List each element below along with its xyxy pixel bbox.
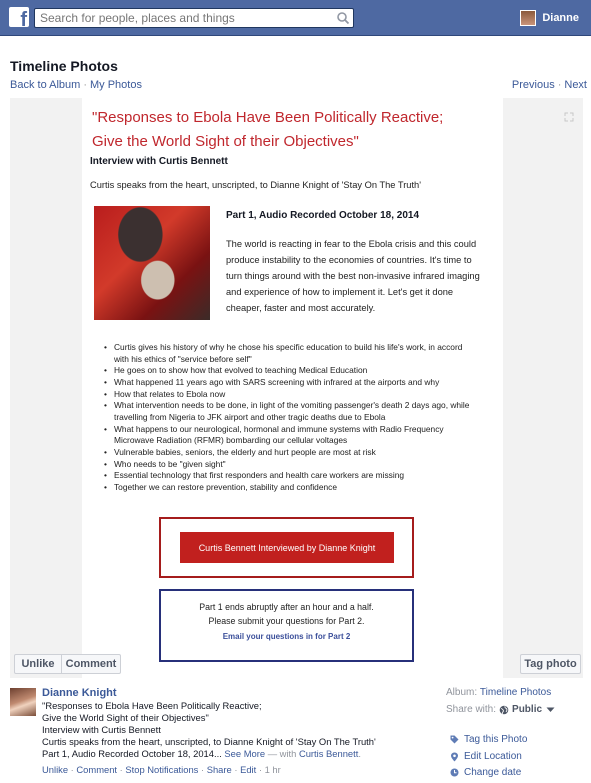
edit-location-link[interactable] (450, 751, 522, 762)
headline-line-2: Give the World Sight of their Objectives" (92, 133, 359, 150)
caption-line: "Responses to Ebola Have Been Politically Reactive; (42, 700, 262, 711)
caption-line: Curtis speaks from the heart, unscripted, to Dianne Knight of 'Stay On The Truth' (42, 736, 376, 747)
album-label: Album: (446, 687, 478, 698)
post-unlike-link[interactable]: Unlike (42, 764, 69, 775)
interview-banner: Curtis Bennett Interviewed by Dianne Knight (180, 532, 394, 563)
bullet-item: • Together we can restore prevention, stability and confidence (104, 482, 474, 494)
search-icon[interactable] (336, 11, 350, 25)
photo-bullet-list (104, 342, 474, 494)
tag-this-photo-label: Tag this Photo (464, 734, 528, 745)
caption-line: Interview with Curtis Bennett (42, 724, 161, 735)
separator: · (256, 764, 265, 775)
my-photos-link[interactable]: My Photos (90, 79, 142, 91)
author-avatar[interactable] (10, 688, 36, 716)
caption-line: Give the World Sight of their Objectives" (42, 712, 209, 723)
share-link[interactable]: Share (206, 764, 232, 775)
share-with-row (446, 704, 555, 715)
privacy-value: Public (512, 704, 543, 715)
caption-end: . (358, 748, 361, 759)
privacy-selector[interactable] (499, 704, 555, 715)
bullet-item: • He goes on to show how that evolved to teaching Medical Education (104, 365, 474, 377)
bullet-item: • What happens to our neurological, hormonal and immune systems with Radio Frequency Microwave Radiation (RFMR) bombarding our cellular voltages (104, 424, 474, 447)
with-text: — with (267, 748, 297, 759)
bullet-item: • Essential technology that first responders and health care workers are missing (104, 470, 474, 482)
separator: · (117, 764, 126, 775)
photo-portrait-image (94, 206, 210, 320)
change-date-label: Change date (464, 767, 522, 778)
post-timestamp[interactable]: 1 hr (264, 764, 281, 775)
caption-line-last (42, 748, 432, 760)
bullet-item: • Who needs to be "given sight" (104, 459, 474, 471)
blue-box-line-1: Part 1 ends abruptly after an hour and a half. (199, 602, 374, 612)
separator: · (557, 79, 562, 91)
tag-icon (450, 735, 459, 744)
user-profile-link[interactable] (520, 9, 579, 27)
comment-button[interactable]: Comment (61, 654, 121, 674)
author-name[interactable]: Dianne Knight (42, 687, 117, 699)
album-row (446, 687, 551, 698)
chevron-down-icon (546, 707, 555, 713)
photo-headline (92, 106, 492, 154)
photo-interview-title: Interview with Curtis Bennett (90, 156, 228, 167)
post-actions (42, 764, 281, 775)
edit-location-label: Edit Location (464, 751, 522, 762)
facebook-logo-icon[interactable]: f (9, 7, 29, 27)
photo-speaks-line: Curtis speaks from the heart, unscripted, to Dianne Knight of 'Stay On The Truth' (90, 180, 422, 190)
bullet-item: • What happened 11 years ago with SARS screening with infrared at the airports and why (104, 377, 474, 389)
tagged-person-link[interactable]: Curtis Bennett (298, 748, 359, 759)
tag-this-photo-link[interactable] (450, 734, 527, 745)
separator: · (198, 764, 207, 775)
share-with-label: Share with: (446, 704, 497, 715)
separator: · (231, 764, 241, 775)
page-title: Timeline Photos (10, 58, 118, 74)
top-bar (0, 0, 591, 36)
user-name: Dianne (542, 12, 579, 24)
change-date-link[interactable] (450, 767, 521, 778)
separator: · (68, 764, 77, 775)
album-link[interactable]: Timeline Photos (479, 687, 552, 698)
photo-part-title: Part 1, Audio Recorded October 18, 2014 (226, 210, 420, 221)
photo-pager (512, 79, 587, 91)
blue-box-line-2: Please submit your questions for Part 2. (208, 616, 365, 626)
tag-photo-button[interactable]: Tag photo (520, 654, 581, 674)
stop-notifications-link[interactable]: Stop Notifications (125, 764, 199, 775)
search-box[interactable] (34, 8, 354, 28)
post-caption (42, 700, 432, 760)
bullet-item: • Curtis gives his history of why he chose his specific education to build his life's work, in accord with his ethics of "service before self" (104, 342, 474, 365)
next-link[interactable]: Next (564, 79, 587, 91)
edit-link[interactable]: Edit (240, 764, 257, 775)
caption-line-5: Part 1, Audio Recorded October 18, 2014... (42, 748, 222, 759)
album-navigation (10, 79, 142, 91)
user-avatar (520, 10, 536, 26)
post-comment-link[interactable]: Comment (76, 764, 118, 775)
blue-box-email-text: Email your questions in for Part 2 (222, 632, 351, 641)
unlike-button[interactable]: Unlike (14, 654, 62, 674)
photo-paragraph: The world is reacting in fear to the Ebola crisis and this could produce instability to the economies of countries. It's time to turn things around with the best non-invasive infrared imaging and experience of how to implement it. Let's get it done cheaper, faster and most accurately. (226, 239, 480, 313)
globe-icon (499, 705, 509, 715)
clock-icon (450, 768, 459, 777)
location-pin-icon (450, 752, 459, 762)
back-to-album-link[interactable]: Back to Album (10, 79, 81, 91)
see-more-link[interactable]: See More (224, 748, 266, 759)
headline-line-1: "Responses to Ebola Have Been Politically Reactive; (92, 109, 444, 126)
search-input[interactable] (35, 9, 325, 27)
separator: · (83, 79, 87, 91)
bullet-item: • What intervention needs to be done, in light of the vomiting passenger's death 2 days ago, while travelling from Nigeria to JFK airport and other tragic deaths due to Ebola (104, 400, 474, 423)
previous-link[interactable]: Previous (511, 79, 555, 91)
fullscreen-icon[interactable] (564, 112, 574, 122)
bullet-item: • Vulnerable babies, seniors, the elderly and hurt people are most at risk (104, 447, 474, 459)
bullet-item: • How that relates to Ebola now (104, 389, 474, 401)
